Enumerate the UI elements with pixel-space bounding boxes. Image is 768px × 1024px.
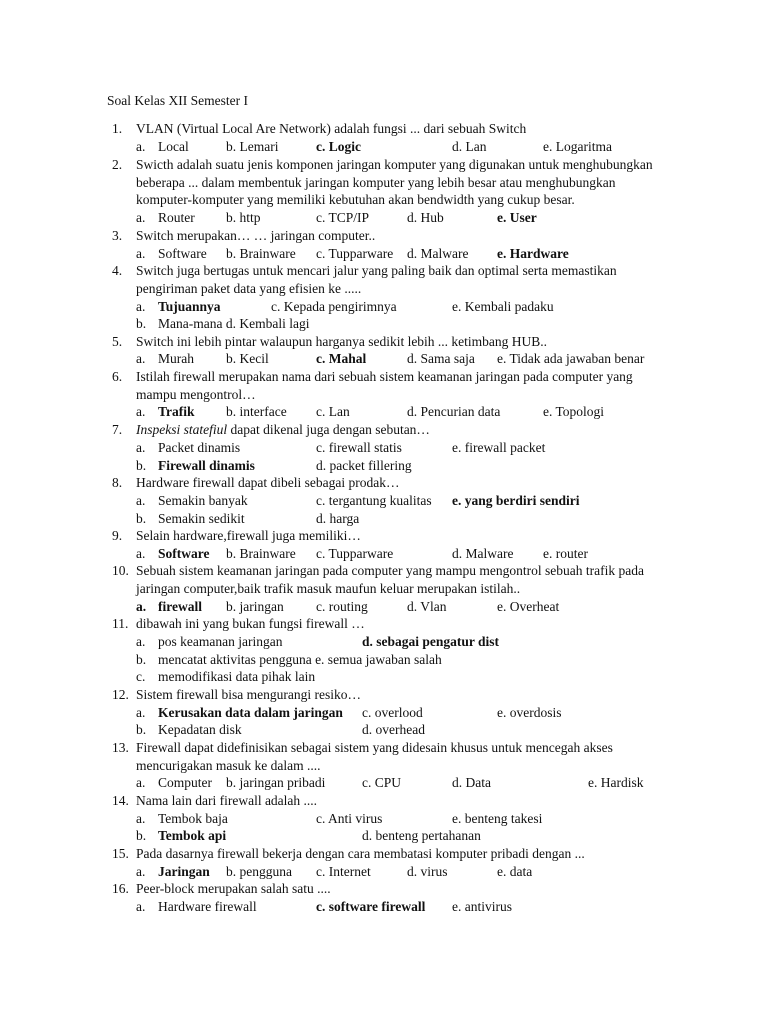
option-b-d: Mana-mana d. Kembali lagi: [158, 316, 310, 331]
question-number: 9.: [112, 528, 123, 543]
option-d: d. harga: [316, 511, 360, 526]
question-text: Switch merupakan… … jaringan computer..: [136, 228, 376, 243]
option-a: Software: [158, 246, 207, 261]
option-letter: a.: [136, 864, 146, 879]
option-e: e. Tidak ada jawaban benar: [497, 351, 645, 366]
option-letter: a.: [136, 634, 146, 649]
option-c: c. routing: [316, 599, 368, 614]
option-e: e. antivirus: [452, 899, 512, 914]
option-letter: a.: [136, 775, 146, 790]
question-number: 8.: [112, 475, 123, 490]
option-letter: a.: [136, 210, 146, 225]
question-text: Sebuah sistem keamanan jaringan pada computer yang mampu mengontrol sebuah trafik pada: [136, 563, 644, 578]
option-c-answer: c. Mahal: [316, 351, 367, 366]
option-b: b. Kecil: [226, 351, 269, 366]
option-c: c. Kepada pengirimnya: [271, 299, 397, 314]
question-text: jaringan computer,baik trafik masuk maufun keluar merupakan istilah..: [136, 581, 521, 596]
question-number: 5.: [112, 334, 123, 349]
question-text: komputer-komputer yang memiliki kebutuhan akan bendwidth yang cukup besar.: [136, 192, 575, 207]
option-c: memodifikasi data pihak lain: [158, 669, 316, 684]
option-b: b. Brainware: [226, 546, 296, 561]
document-title: Soal Kelas XII Semester I: [107, 93, 248, 108]
option-letter: b.: [136, 511, 147, 526]
option-b: b. http: [226, 210, 261, 225]
option-c: c. Tupparware: [316, 246, 394, 261]
option-d: d. Hub: [407, 210, 444, 225]
option-c: c. tergantung kualitas: [316, 493, 432, 508]
option-e: e. Overheat: [497, 599, 560, 614]
question-text: mencurigakan masuk ke dalam ....: [136, 758, 321, 773]
question-text: Pada dasarnya firewall bekerja dengan cara membatasi komputer pribadi dengan ...: [136, 846, 585, 861]
option-e-answer: e. User: [497, 210, 537, 225]
option-e: e. data: [497, 864, 533, 879]
option-c: c. TCP/IP: [316, 210, 370, 225]
option-a-answer: Tujuannya: [158, 299, 221, 314]
option-a-answer: firewall: [158, 599, 202, 614]
question-text: VLAN (Virtual Local Are Network) adalah fungsi ... dari sebuah Switch: [136, 121, 527, 136]
question-text-rest: dapat dikenal juga dengan sebutan…: [227, 422, 430, 437]
question-text: Swicth adalah suatu jenis komponen jaringan komputer yang digunakan untuk menghubungkan: [136, 157, 653, 172]
option-d: d. Lan: [452, 139, 487, 154]
question-number: 16.: [112, 881, 129, 896]
option-c: c. Internet: [316, 864, 371, 879]
option-a: Hardware firewall: [158, 899, 257, 914]
option-b: Semakin sedikit: [158, 511, 245, 526]
question-number: 12.: [112, 687, 129, 702]
question-number: 15.: [112, 846, 129, 861]
option-b: b. jaringan: [226, 599, 284, 614]
option-b-answer: Tembok api: [158, 828, 227, 843]
option-a-answer: Kerusakan data dalam jaringan: [158, 705, 343, 720]
option-letter: c.: [136, 669, 146, 684]
option-e: e. Topologi: [543, 404, 605, 419]
option-letter: a.: [136, 493, 146, 508]
option-d: d. Data: [452, 775, 491, 790]
question-text: Istilah firewall merupakan nama dari sebuah sistem keamanan jaringan pada computer yang: [136, 369, 633, 384]
option-a: Local: [158, 139, 189, 154]
question-number: 1.: [112, 121, 123, 136]
question-text: Nama lain dari firewall adalah ....: [136, 793, 318, 808]
option-a: Semakin banyak: [158, 493, 248, 508]
option-letter: a.: [136, 139, 146, 154]
question-text: Firewall dapat didefinisikan sebagai sistem yang didesain khusus untuk mencegah akses: [136, 740, 613, 755]
option-letter: a.: [136, 811, 146, 826]
option-a: Computer: [158, 775, 212, 790]
option-b: b. jaringan pribadi: [226, 775, 326, 790]
option-b-e: mencatat aktivitas pengguna e. semua jawaban salah: [158, 652, 442, 667]
option-d: d. benteng pertahanan: [362, 828, 481, 843]
question-text-italic: Inspeksi statefiul: [136, 422, 228, 437]
option-letter: a.: [136, 246, 146, 261]
option-e: e. benteng takesi: [452, 811, 543, 826]
question-number: 2.: [112, 157, 123, 172]
question-text: beberapa ... dalam membentuk jaringan komputer yang lebih besar atau menghubungkan: [136, 175, 616, 190]
option-a: Router: [158, 210, 195, 225]
option-c: c. Lan: [316, 404, 350, 419]
option-e: e. overdosis: [497, 705, 562, 720]
option-a-answer: Trafik: [158, 404, 195, 419]
option-c: c. overlood: [362, 705, 423, 720]
question-number: 7.: [112, 422, 123, 437]
option-d: d. Malware: [407, 246, 469, 261]
option-letter: a.: [136, 299, 146, 314]
option-b-answer: Firewall dinamis: [158, 458, 255, 473]
question-number: 10.: [112, 563, 129, 578]
option-a: pos keamanan jaringan: [158, 634, 283, 649]
option-letter: a.: [136, 599, 147, 614]
question-text: Switch juga bertugas untuk mencari jalur yang paling baik dan optimal serta memastikan: [136, 263, 617, 278]
option-b: b. Lemari: [226, 139, 279, 154]
option-d: d. virus: [407, 864, 448, 879]
option-e: e. firewall packet: [452, 440, 546, 455]
option-c: c. CPU: [362, 775, 402, 790]
option-letter: b.: [136, 828, 147, 843]
option-e-answer: e. yang berdiri sendiri: [452, 493, 580, 508]
question-number: 6.: [112, 369, 123, 384]
option-b: b. pengguna: [226, 864, 292, 879]
question-number: 14.: [112, 793, 129, 808]
option-e: e. Kembali padaku: [452, 299, 554, 314]
question-number: 13.: [112, 740, 129, 755]
question-text: dibawah ini yang bukan fungsi firewall …: [136, 616, 365, 631]
question-text: [136, 423, 430, 437]
question-text: Hardware firewall dapat dibeli sebagai prodak…: [136, 475, 400, 490]
option-d: d. packet fillering: [316, 458, 412, 473]
option-letter: a.: [136, 351, 146, 366]
option-letter: b.: [136, 652, 147, 667]
question-text: Selain hardware,firewall juga memiliki…: [136, 528, 361, 543]
option-a: Murah: [158, 351, 194, 366]
option-a: Packet dinamis: [158, 440, 241, 455]
question-number: 3.: [112, 228, 123, 243]
option-d: d. Vlan: [407, 599, 447, 614]
option-d: d. overhead: [362, 722, 425, 737]
question-number: 11.: [112, 616, 129, 631]
option-c-answer: c. software firewall: [316, 899, 426, 914]
question-text: Sistem firewall bisa mengurangi resiko…: [136, 687, 361, 702]
option-c: c. firewall statis: [316, 440, 402, 455]
option-c: c. Anti virus: [316, 811, 383, 826]
option-b: b. interface: [226, 404, 287, 419]
option-e: e. router: [543, 546, 588, 561]
option-e: e. Hardisk: [588, 775, 644, 790]
option-e: e. Logaritma: [543, 139, 612, 154]
question-text: mampu mengontrol…: [136, 387, 256, 402]
question-text: Peer-block merupakan salah satu ....: [136, 881, 331, 896]
option-c: c. Tupparware: [316, 546, 394, 561]
option-letter: a.: [136, 404, 146, 419]
option-letter: a.: [136, 546, 146, 561]
option-b: b. Brainware: [226, 246, 296, 261]
option-letter: a.: [136, 899, 146, 914]
question-number: 4.: [112, 263, 123, 278]
option-letter: b.: [136, 316, 147, 331]
option-e-answer: e. Hardware: [497, 246, 569, 261]
option-letter: a.: [136, 440, 146, 455]
option-d: d. Sama saja: [407, 351, 475, 366]
option-a-answer: Jaringan: [158, 864, 210, 879]
option-d-answer: d. sebagai pengatur dist: [362, 634, 500, 649]
option-letter: a.: [136, 705, 146, 720]
option-a-answer: Software: [158, 546, 210, 561]
option-a: Tembok baja: [158, 811, 228, 826]
option-c-answer: c. Logic: [316, 139, 361, 154]
option-d: d. Malware: [452, 546, 514, 561]
option-d: d. Pencurian data: [407, 404, 501, 419]
option-letter: b.: [136, 722, 147, 737]
question-text: pengiriman paket data yang efisien ke .....: [136, 281, 362, 296]
question-text: Switch ini lebih pintar walaupun harganya sedikit lebih ... ketimbang HUB..: [136, 334, 548, 349]
option-b: Kepadatan disk: [158, 722, 242, 737]
option-letter: b.: [136, 458, 147, 473]
